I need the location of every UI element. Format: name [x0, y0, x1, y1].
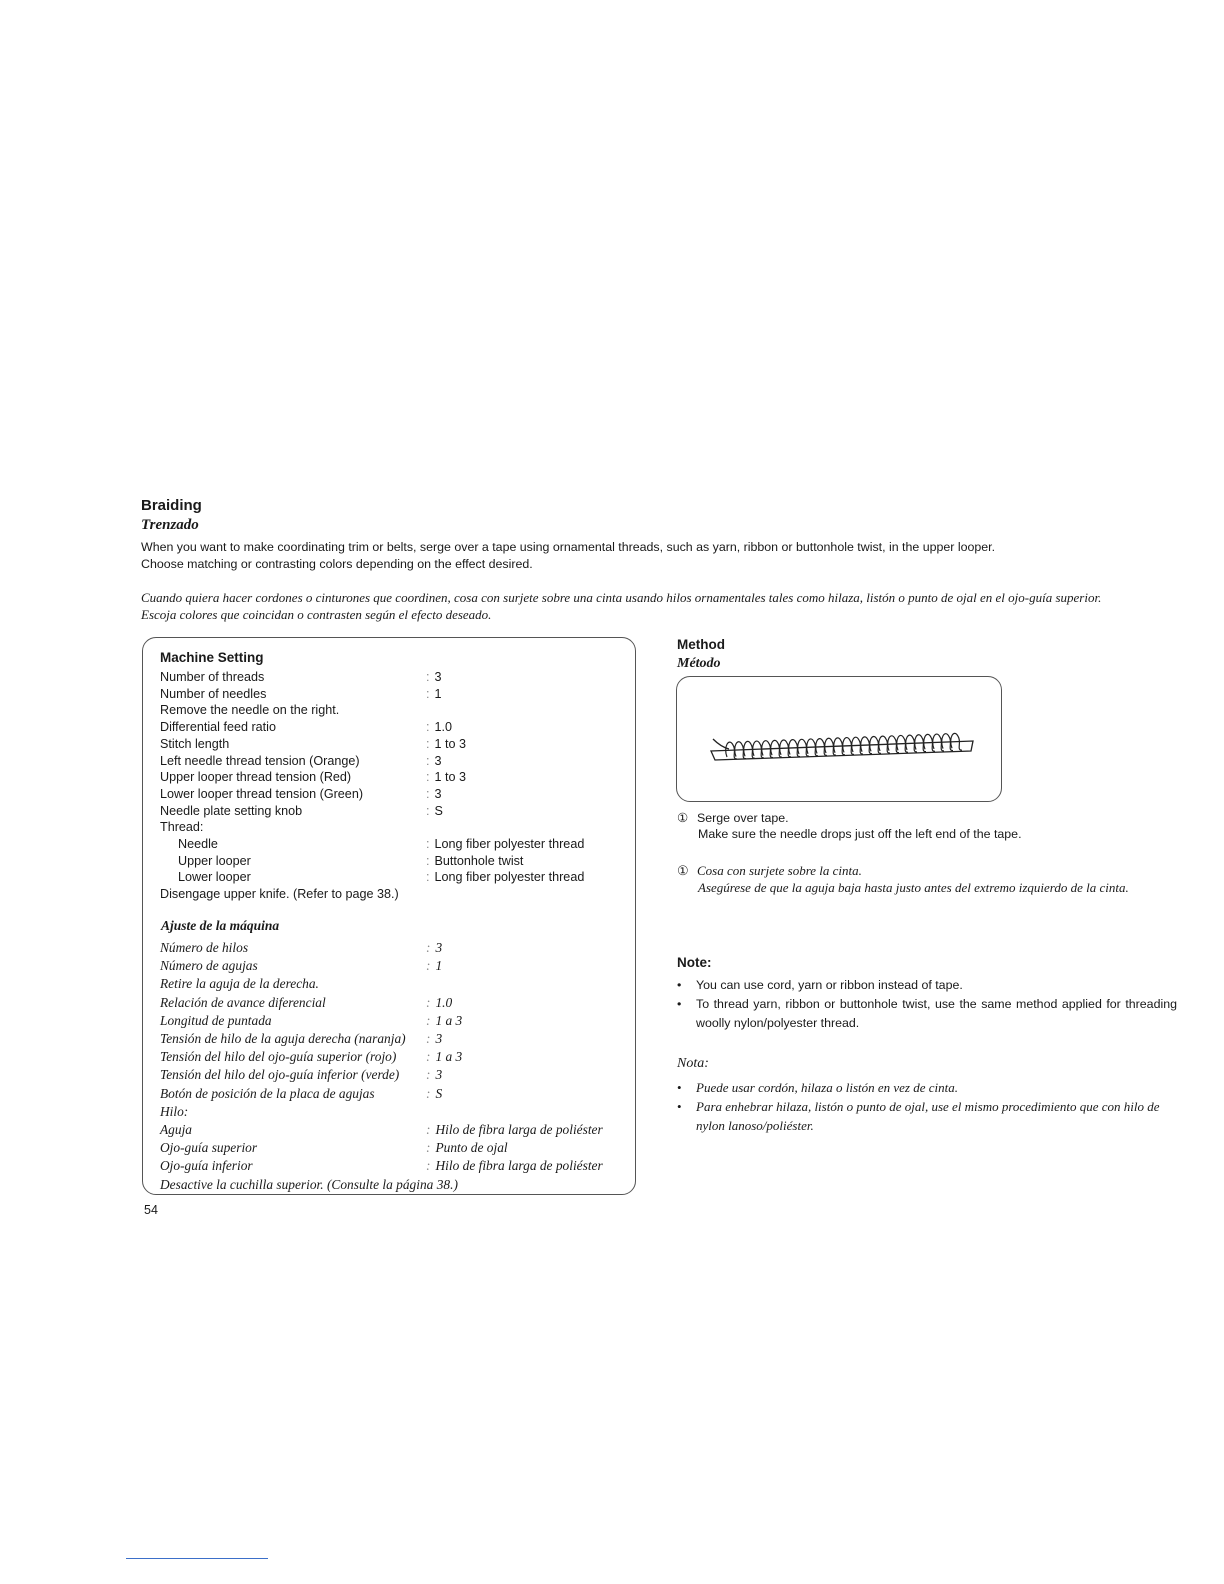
- setting-label: Aguja: [160, 1122, 192, 1137]
- note-text: Puede usar cordón, hilaza o listón en vez de cinta.: [696, 1080, 959, 1095]
- step-number: ①: [677, 811, 689, 825]
- setting-label: Remove the needle on the right.: [160, 703, 340, 718]
- setting-value-text: 3: [434, 670, 442, 684]
- method-step-spanish: [677, 863, 862, 879]
- note-item-spanish: [677, 1097, 1177, 1135]
- colon-separator: :: [426, 1158, 431, 1174]
- setting-label: Ojo-guía inferior: [160, 1158, 253, 1174]
- note-item-spanish: [677, 1078, 1177, 1097]
- colon-separator: :: [426, 1122, 431, 1137]
- colon-separator: :: [426, 853, 430, 868]
- colon-separator: :: [426, 720, 430, 735]
- setting-label: Número de hilos: [160, 940, 249, 955]
- setting-value-text: Buttonhole twist: [434, 853, 524, 868]
- bullet-icon: •: [677, 978, 682, 992]
- setting-value: [426, 837, 584, 851]
- setting-value: [426, 1067, 442, 1083]
- colon-separator: :: [426, 1049, 431, 1065]
- serged-tape-illustration: [677, 677, 1003, 803]
- colon-separator: :: [426, 1085, 431, 1101]
- setting-value-text: 1: [434, 686, 442, 701]
- setting-label: Ojo-guía superior: [160, 1140, 258, 1156]
- section-title: Braiding: [141, 497, 202, 514]
- setting-value: [426, 1086, 442, 1102]
- setting-label: Desactive la cuchilla superior. (Consulte la página 38.): [160, 1176, 458, 1192]
- setting-label: Retire la aguja de la derecha.: [160, 976, 319, 992]
- setting-label: Stitch length: [160, 736, 230, 751]
- bullet-icon: •: [677, 1099, 682, 1114]
- setting-value: [426, 1158, 603, 1174]
- intro-line: Escoja colores que coincidan o contrasten según el efecto deseado.: [141, 607, 492, 622]
- colon-separator: :: [426, 786, 430, 801]
- colon-separator: :: [426, 870, 430, 885]
- bullet-icon: •: [677, 1080, 682, 1095]
- setting-label: Left needle thread tension (Orange): [160, 753, 360, 768]
- intro-paragraph-spanish: [141, 589, 1101, 623]
- setting-label: Needle plate setting knob: [160, 803, 303, 818]
- colon-separator: :: [426, 1067, 431, 1083]
- setting-value: [426, 940, 442, 956]
- note-heading-spanish: Nota:: [677, 1056, 709, 1071]
- setting-value: [426, 1122, 603, 1138]
- setting-label: Longitud de puntada: [160, 1012, 272, 1028]
- setting-label: Hilo:: [160, 1103, 189, 1119]
- method-step: [677, 810, 789, 825]
- setting-value: [426, 1140, 508, 1156]
- step-number: ①: [677, 863, 689, 878]
- setting-label: Number of needles: [160, 686, 267, 701]
- setting-value-text: 1 a 3: [435, 1012, 463, 1028]
- note-item: [677, 995, 1177, 1033]
- illustration-box: [676, 676, 1002, 802]
- setting-value: [426, 1049, 462, 1065]
- setting-value: [426, 804, 443, 818]
- bullet-icon: •: [677, 997, 682, 1011]
- colon-separator: :: [426, 736, 430, 751]
- colon-separator: :: [426, 1031, 431, 1046]
- setting-value-text: 1 to 3: [434, 736, 467, 751]
- setting-label: Tensión de hilo de la aguja derecha (naranja): [160, 1031, 406, 1046]
- setting-value: [426, 737, 466, 751]
- setting-label: Lower looper: [178, 870, 251, 885]
- setting-value-text: 3: [434, 786, 442, 801]
- setting-value-text: 3: [435, 1067, 443, 1083]
- setting-value: [426, 854, 523, 868]
- setting-value-text: 1.0: [434, 720, 453, 735]
- footer-rule: [126, 1558, 268, 1559]
- setting-value-text: 3: [435, 1031, 443, 1046]
- colon-separator: :: [426, 994, 431, 1010]
- setting-value-text: 1.0: [435, 994, 453, 1010]
- setting-value: [426, 687, 442, 701]
- colon-separator: :: [426, 1012, 431, 1028]
- setting-value-text: Long fiber polyester thread: [434, 837, 585, 851]
- colon-separator: :: [426, 670, 430, 684]
- intro-line: Choose matching or contrasting colors depending on the effect desired.: [141, 557, 533, 571]
- setting-value: [426, 1031, 442, 1047]
- colon-separator: :: [426, 686, 430, 701]
- setting-value: [426, 787, 442, 801]
- colon-separator: :: [426, 753, 430, 768]
- intro-line: Cuando quiera hacer cordones o cinturones que coordinen, cosa con surjete sobre una cinta usando hilos ornamentales tales como hilaza, listón o punto de ojal en el ojo-guía superior.: [141, 590, 1102, 605]
- colon-separator: :: [426, 803, 430, 818]
- note-text: You can use cord, yarn or ribbon instead of tape.: [696, 978, 963, 992]
- method-step-detail: Make sure the needle drops just off the left end of the tape.: [698, 827, 1022, 841]
- intro-line: When you want to make coordinating trim or belts, serge over a tape using ornamental threads, such as yarn, ribbon or buttonhole twist, in the upper looper.: [141, 540, 996, 554]
- setting-label: Needle: [178, 837, 218, 851]
- setting-value-text: 1 a 3: [435, 1049, 463, 1065]
- setting-value: [426, 870, 584, 884]
- colon-separator: :: [426, 1140, 431, 1156]
- note-text: Para enhebrar hilaza, listón o punto de ojal, use el mismo procedimiento que con hilo de nylon lanoso/poliéster.: [696, 1099, 1160, 1133]
- setting-label: Upper looper thread tension (Red): [160, 770, 352, 785]
- setting-value: [426, 720, 452, 734]
- setting-label: Número de agujas: [160, 958, 258, 974]
- page-number: 54: [144, 1203, 158, 1217]
- setting-value-text: 1: [435, 958, 443, 974]
- setting-label: Thread:: [160, 820, 204, 835]
- colon-separator: :: [426, 770, 430, 785]
- setting-value: [426, 670, 442, 684]
- setting-label: Botón de posición de la placa de agujas: [160, 1085, 375, 1101]
- setting-value-text: 3: [434, 753, 442, 768]
- method-heading-spanish: Método: [677, 656, 721, 671]
- setting-label: Tensión del hilo del ojo-guía superior (rojo): [160, 1049, 397, 1065]
- setting-label: Relación de avance diferencial: [160, 994, 326, 1010]
- note-heading: Note:: [677, 955, 712, 970]
- setting-value-text: Hilo de fibra larga de poliéster: [435, 1158, 603, 1174]
- colon-separator: :: [426, 940, 431, 955]
- setting-label: Disengage upper knife. (Refer to page 38.): [160, 887, 399, 902]
- note-text: To thread yarn, ribbon or buttonhole twist, use the same method applied for threading woolly nylon/polyester thread.: [696, 997, 1177, 1030]
- setting-label: Tensión del hilo del ojo-guía inferior (verde): [160, 1067, 400, 1083]
- step-text: Serge over tape.: [697, 811, 789, 825]
- setting-value: [426, 770, 466, 784]
- section-title-spanish: Trenzado: [141, 517, 199, 533]
- setting-value-text: 3: [435, 940, 443, 955]
- setting-value: [426, 1013, 462, 1029]
- setting-value-text: Hilo de fibra larga de poliéster: [435, 1122, 603, 1137]
- setting-label: Number of threads: [160, 670, 265, 684]
- note-item: [677, 976, 1177, 995]
- setting-value-text: Long fiber polyester thread: [434, 870, 585, 885]
- method-heading: Method: [677, 637, 725, 652]
- setting-label: Upper looper: [178, 853, 251, 868]
- setting-value-text: S: [435, 1085, 443, 1101]
- setting-value-text: S: [434, 803, 443, 818]
- setting-value: [426, 754, 442, 768]
- intro-paragraph: [141, 539, 995, 573]
- machine-setting-heading: Machine Setting: [160, 650, 264, 665]
- ajuste-heading: Ajuste de la máquina: [161, 918, 280, 933]
- setting-value: [426, 958, 442, 974]
- setting-label: Differential feed ratio: [160, 720, 276, 735]
- colon-separator: :: [426, 837, 430, 851]
- setting-label: Lower looper thread tension (Green): [160, 786, 364, 801]
- method-step-detail-spanish: Asegúrese de que la aguja baja hasta justo antes del extremo izquierdo de la cinta.: [698, 880, 1129, 895]
- setting-value: [426, 995, 452, 1011]
- colon-separator: :: [426, 958, 431, 974]
- setting-value-text: 1 to 3: [434, 770, 467, 785]
- setting-value-text: Punto de ojal: [435, 1140, 508, 1156]
- step-text: Cosa con surjete sobre la cinta.: [697, 863, 862, 878]
